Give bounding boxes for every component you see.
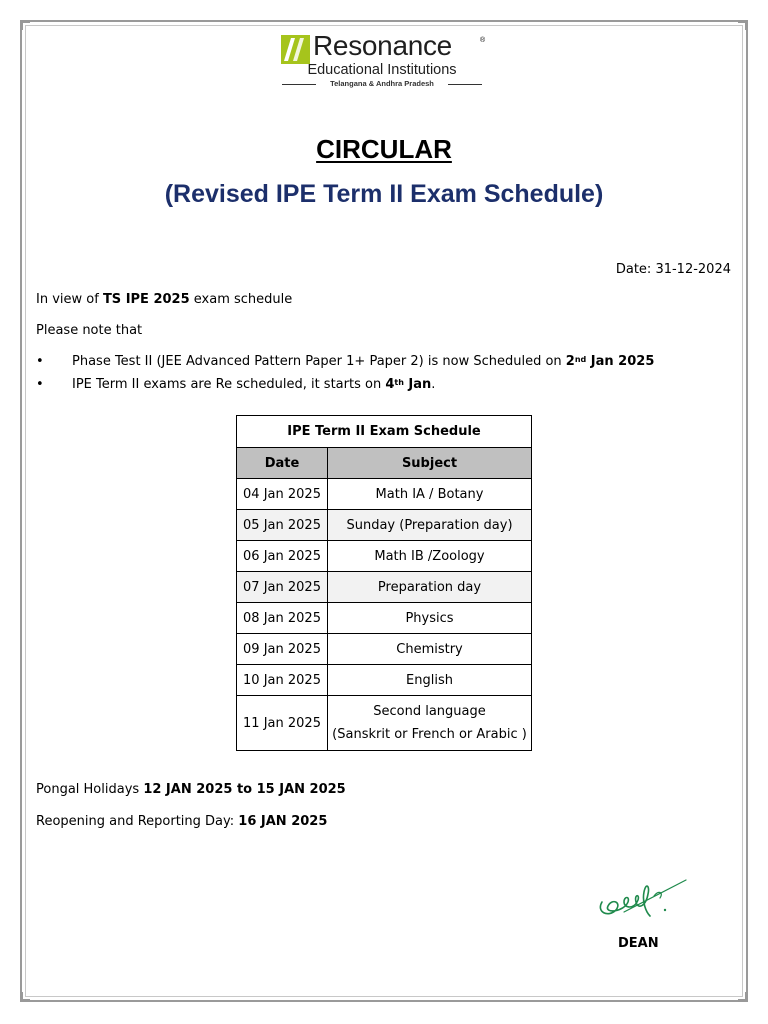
pongal-prefix: Pongal Holidays (36, 782, 144, 797)
table-row (237, 510, 532, 541)
border-corner (738, 992, 748, 1002)
intro-prefix: In view of (36, 292, 103, 307)
bullet-month: Jan 2025 (586, 354, 655, 369)
bullet-month: Jan (403, 377, 432, 392)
row-subject (328, 696, 532, 751)
column-header-subject: Subject (328, 448, 532, 479)
logo-subtitle: Educational Institutions (307, 62, 457, 78)
border-corner (738, 20, 748, 30)
row-date: 07 Jan 2025 (237, 572, 328, 603)
row-subject-line1: Second language (373, 704, 486, 719)
logo-mark-icon (281, 35, 310, 64)
logo-registered-mark: ® (480, 37, 486, 44)
reopen-date: 16 JAN 2025 (238, 814, 328, 829)
bullet-date (385, 377, 431, 392)
border-corner (20, 20, 30, 30)
pongal-holidays (36, 782, 346, 798)
circular-title: CIRCULAR (316, 134, 452, 164)
table-row (237, 479, 532, 510)
exam-schedule-table (236, 415, 532, 751)
bullet-text: IPE Term II exams are Re scheduled, it starts on (72, 377, 386, 392)
row-subject: Preparation day (328, 572, 532, 603)
logo-rule-right (448, 84, 482, 85)
resonance-logo (281, 30, 491, 88)
logo-name: Resonance (313, 30, 452, 61)
row-date: 08 Jan 2025 (237, 603, 328, 634)
row-date: 10 Jan 2025 (237, 665, 328, 696)
bullet-day-suffix: th (394, 378, 404, 387)
row-date: 05 Jan 2025 (237, 510, 328, 541)
intro-line (36, 292, 292, 308)
reopen-prefix: Reopening and Reporting Day: (36, 814, 239, 829)
pongal-dates: 12 JAN 2025 to 15 JAN 2025 (143, 782, 346, 797)
row-subject: English (328, 665, 532, 696)
logo-region-row (282, 79, 482, 90)
signature-image (594, 872, 690, 922)
bullet-text: Phase Test II (JEE Advanced Pattern Paper 1+ Paper 2) is now Scheduled on (72, 354, 566, 369)
bullet-tail: . (431, 377, 436, 392)
row-subject: Math IA / Botany (328, 479, 532, 510)
row-date: 09 Jan 2025 (237, 634, 328, 665)
table-row (237, 634, 532, 665)
table-row (237, 572, 532, 603)
logo-region: Telangana & Andhra Pradesh (330, 79, 434, 88)
bullet-item (72, 377, 435, 393)
row-date: 11 Jan 2025 (237, 696, 328, 751)
table-row (237, 696, 532, 751)
circular-date: Date: 31-12-2024 (615, 262, 731, 277)
row-subject: Physics (328, 603, 532, 634)
row-subject-line2: (Sanskrit or French or Arabic ) (332, 727, 527, 742)
signatory-title: DEAN (618, 936, 659, 951)
bullet-day: 4 (385, 377, 395, 392)
row-date: 06 Jan 2025 (237, 541, 328, 572)
row-subject: Sunday (Preparation day) (328, 510, 532, 541)
row-date: 04 Jan 2025 (237, 479, 328, 510)
bullet-date (566, 354, 655, 369)
row-subject: Chemistry (328, 634, 532, 665)
table-caption: IPE Term II Exam Schedule (237, 416, 532, 448)
row-subject: Math IB /Zoology (328, 541, 532, 572)
border-corner (20, 992, 30, 1002)
intro-bold: TS IPE 2025 (102, 292, 190, 307)
table-row (237, 541, 532, 572)
column-header-date: Date (237, 448, 328, 479)
circular-subtitle: (Revised IPE Term II Exam Schedule) (164, 180, 604, 208)
bullet-item (72, 354, 654, 370)
intro-suffix: exam schedule (189, 292, 293, 307)
table-row (237, 665, 532, 696)
table-row (237, 603, 532, 634)
reopening-day (36, 814, 327, 830)
bullet-day-suffix: nd (574, 355, 587, 364)
bullet-marker: • (36, 354, 44, 369)
bullet-marker: • (36, 377, 44, 392)
bullet-day: 2 (565, 354, 575, 369)
note-line: Please note that (36, 323, 143, 338)
